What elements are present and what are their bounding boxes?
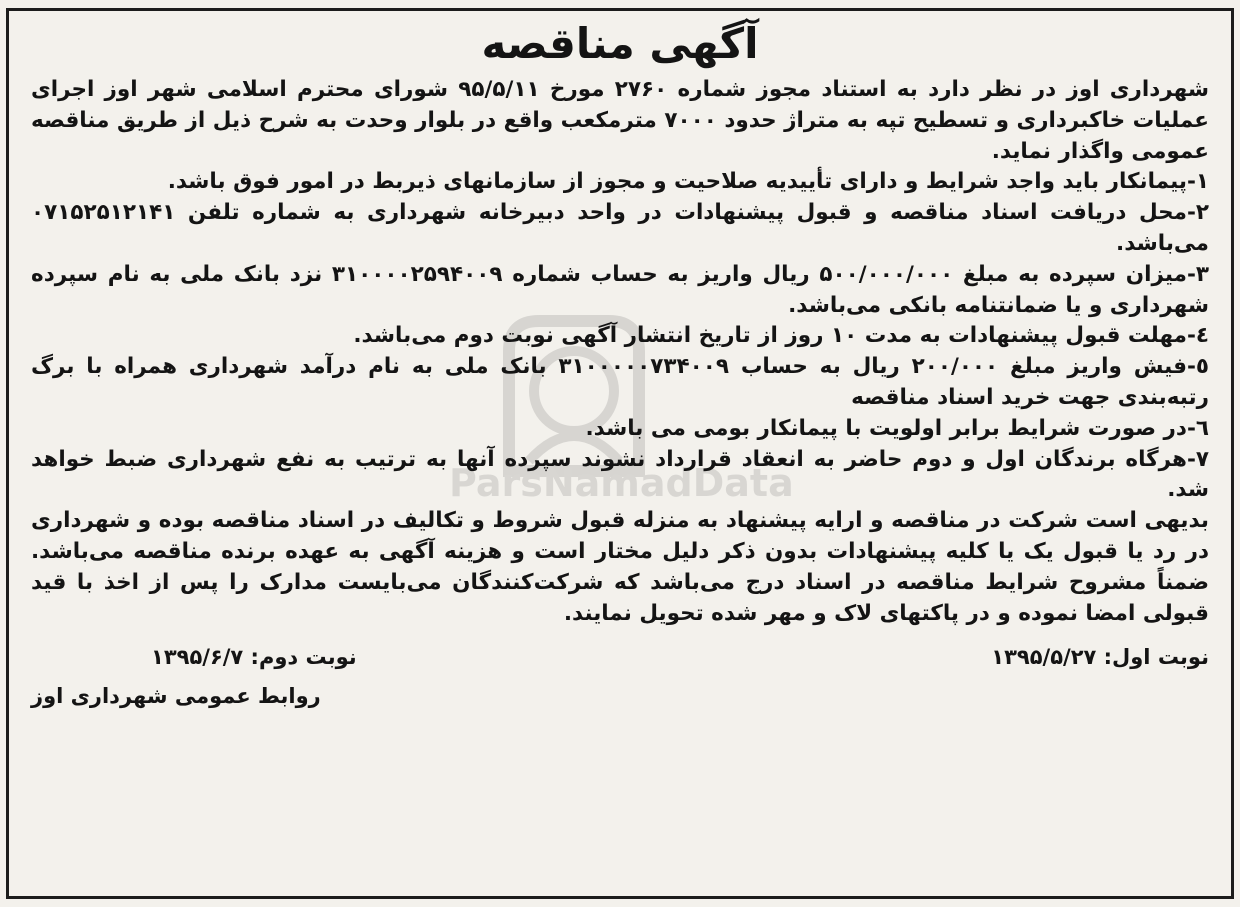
condition-item-7: ۷-هرگاه برندگان اول و دوم حاضر به انعقاد قرارداد نشوند سپرده آنها به ترتیب به نفع شهرداری ضبط خواهد شد. (31, 446, 1209, 503)
condition-item-6: ٦-در صورت شرایط برابر اولویت با پیمانکار بومی می باشد. (585, 415, 1209, 441)
signature: روابط عمومی شهرداری اوز (31, 684, 321, 709)
watermark-brand: ParsNamadData (449, 461, 794, 505)
page-title: آگهی مناقصه (481, 19, 759, 68)
condition-item-5: ٥-فیش واریز مبلغ ۲۰۰/۰۰۰ ریال به حساب ۳۱۰۰۰۰۰۷۳۴۰۰۹ بانک ملی به نام درآمد شهرداری همراه با برگ رتبه‌بندی جهت خرید اسناد مناقصه (31, 354, 1210, 410)
second-publication-date: نوبت دوم: ۱۳۹۵/۶/۷ (151, 645, 357, 670)
condition-item-3: ۳-میزان سپرده به مبلغ ۵۰۰/۰۰۰/۰۰۰ ریال واریز به حساب شماره ۳۱۰۰۰۰۲۵۹۴۰۰۹ نزد بانک ملی به نام سپرده شهرداری و یا ضمانتنامه بانکی می‌باشد. (31, 261, 1210, 318)
notice-frame (6, 8, 1234, 899)
notice-body (31, 75, 1209, 629)
condition-item-2: ۲-محل دریافت اسناد مناقصه و قبول پیشنهادات در واحد دبیرخانه شهرداری به شماره تلفن ۰۷۱۵۲۵۱۲۱۴۱ می‌باشد. (31, 200, 1209, 256)
first-publication-date: نوبت اول: ۱۳۹۵/۵/۲۷ (991, 645, 1209, 670)
publication-dates (31, 641, 1209, 673)
condition-item-1: ۱-پیمانکار باید واجد شرایط و دارای تأییدیه صلاحیت و مجوز از سازمانهای ذیربط در امور فوق باشد. (167, 169, 1209, 195)
closing-paragraph: بدیهی است شرکت در مناقصه و ارایه پیشنهاد به منزله قبول شروط و تکالیف در اسناد مناقصه بوده و شهرداری در رد یا قبول یک یا کلیه پیشنهادات بدون ذکر دلیل مختار است و هزینه آگهی به عهده برنده مناقصه می‌باشد. ضمناً مشروح شرایط مناقصه در اسناد درج می‌باشد که شرکت‌کنندگان می‌بایست مدارک را پس از اخذ با قید قبولی امضا نموده و در پاکتهای لاک و مهر شده تحویل نمایند. (31, 508, 1209, 626)
intro-paragraph: شهرداری اوز در نظر دارد به استناد مجوز شماره ۲۷۶۰ مورخ ۹۵/۵/۱۱ شورای محترم اسلامی شهر اوز اجرای عملیات خاکبرداری و تسطیح تپه به متراژ حدود ۷۰۰۰ مترمکعب واقع در بلوار وحدت به شرح ذیل از طریق مناقصه عمومی واگذار نماید. (31, 77, 1209, 164)
condition-item-4: ٤-مهلت قبول پیشنهادات به مدت ۱۰ روز از تاریخ انتشار آگهی نوبت دوم می‌باشد. (353, 323, 1209, 349)
